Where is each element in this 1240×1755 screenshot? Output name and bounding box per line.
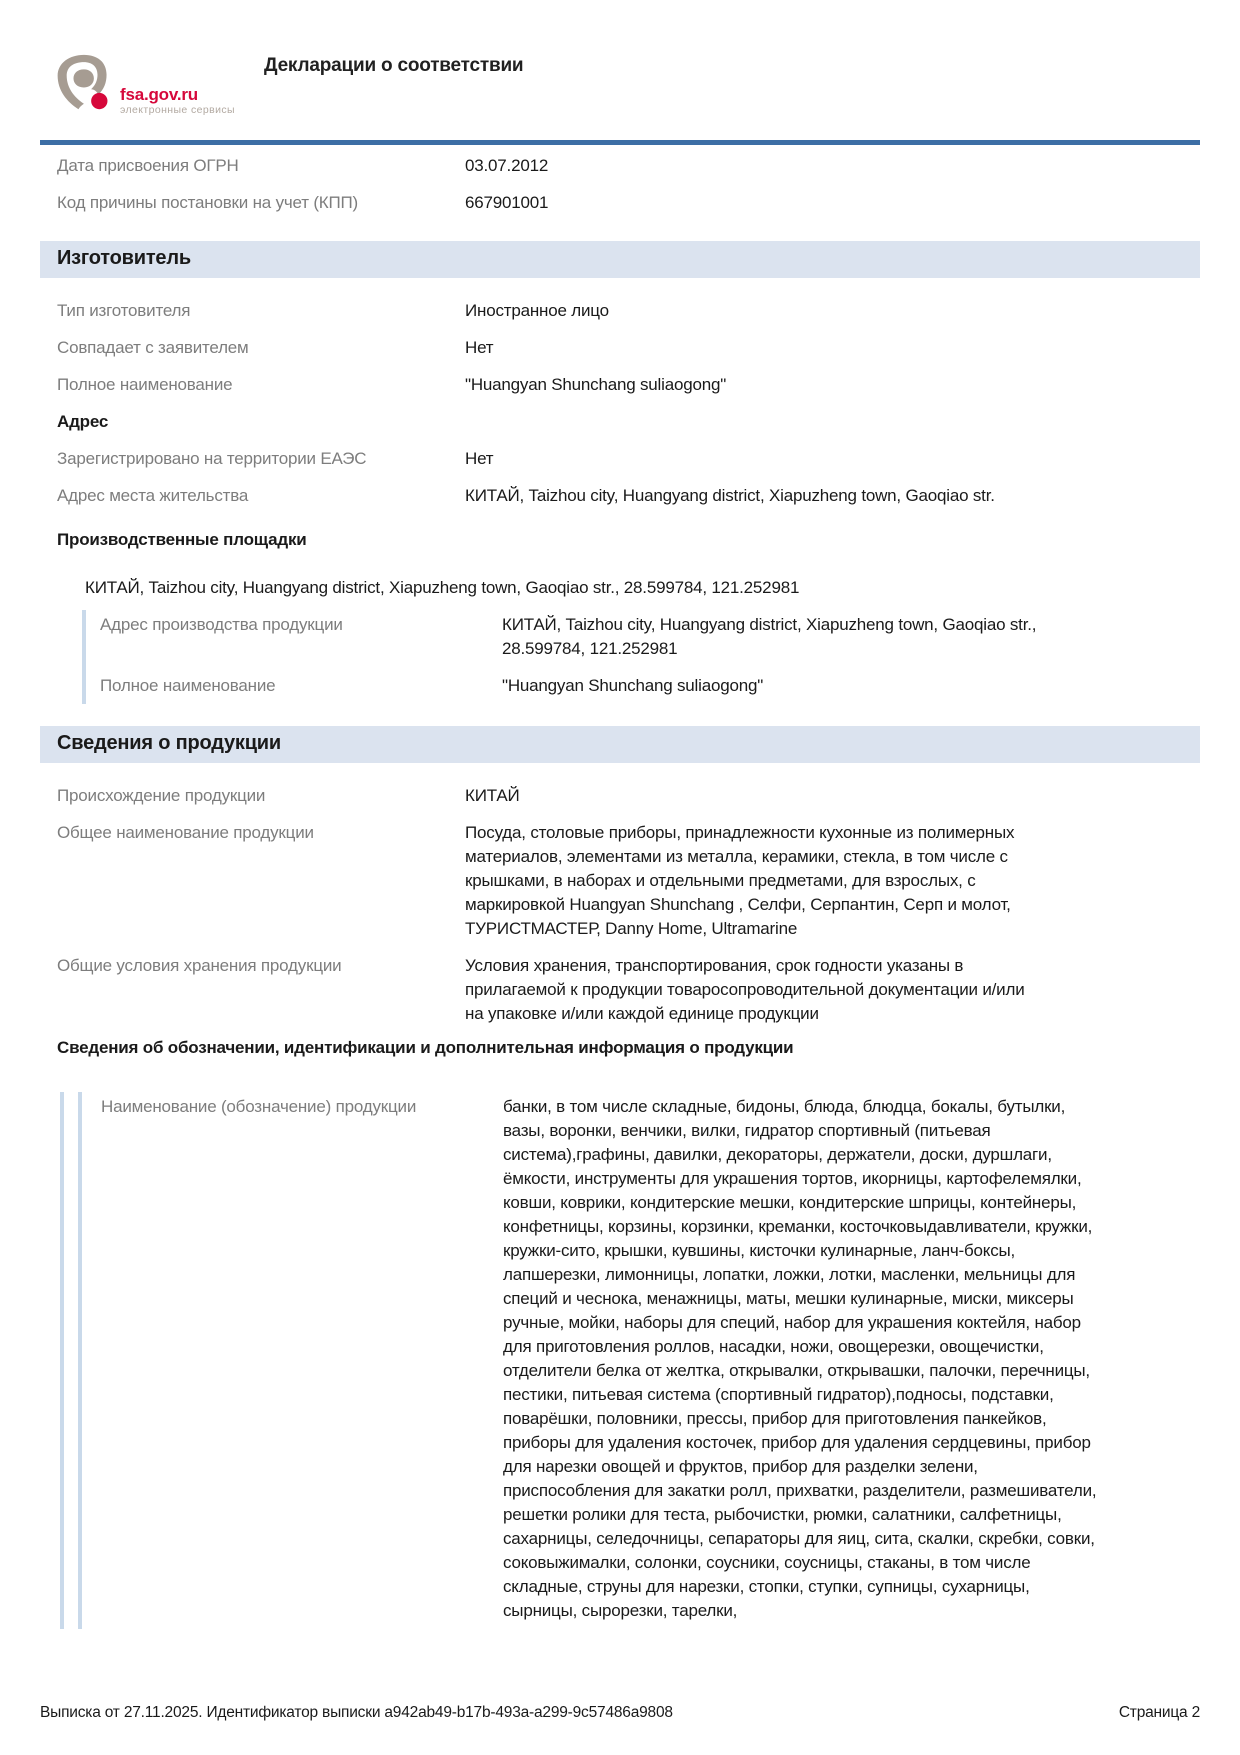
field-row-site-full-name [100,674,1200,698]
manufacturer-fields [57,287,1200,397]
product-fields [57,772,1200,1026]
field-row-storage-conditions [57,954,1200,1026]
footer-extract-id: Выписка от 27.11.2025. Идентификатор выписки a942ab49-b17b-493a-a299-9c57486a9808 [40,1704,673,1721]
field-value: КИТАЙ [465,786,520,805]
field-value: Нет [465,449,494,468]
field-row-full-name [57,373,1200,397]
fsa-logo-tagline: электронные сервисы [120,104,235,116]
fsa-logo-icon [54,52,112,119]
field-row-product-common-name [57,821,1200,941]
field-row-product-designation [101,1095,1200,1623]
subheading-address: Адрес [57,412,109,431]
field-label: Адрес места жительства [57,486,249,505]
field-value: КИТАЙ, Taizhou city, Huangyang district, Xiapuzheng town, Gaoqiao str., 28.599784, 121.252981 [502,615,1037,658]
field-row-kpp [57,191,1200,215]
field-value: 667901001 [465,193,549,212]
footer-page-number: Страница 2 [1118,1704,1200,1721]
field-value: КИТАЙ, Taizhou city, Huangyang district, Xiapuzheng town, Gaoqiao str. [465,486,995,505]
field-label: Тип изготовителя [57,301,191,320]
field-label: Дата присвоения ОГРН [57,156,239,175]
header-divider [40,140,1200,145]
document-header [40,0,1200,119]
subheading-identification-info: Сведения об обозначении, идентификации и дополнительная информация о продукции [57,1038,794,1057]
fsa-logo [54,52,244,119]
field-row-residence-address [57,484,1200,508]
field-label: Общие условия хранения продукции [57,956,342,975]
field-label: Адрес производства продукции [100,615,343,634]
field-row-product-origin [57,784,1200,808]
field-value: Нет [465,338,494,357]
field-label: Совпадает с заявителем [57,338,249,357]
field-value: "Huangyan Shunchang suliaogong" [502,676,764,695]
field-row-ogrn-date [57,154,1200,178]
manufacturer-address-fields [57,447,1200,508]
section-header-product: Сведения о продукции [40,726,1200,763]
field-label: Наименование (обозначение) продукции [101,1097,417,1116]
field-label: Общее наименование продукции [57,823,314,842]
field-value: "Huangyan Shunchang suliaogong" [465,375,727,394]
page-title: Декларации о соответствии [264,55,524,76]
subheading-production-sites: Производственные площадки [57,530,307,549]
page-footer [40,1701,1200,1725]
field-value: 03.07.2012 [465,156,549,175]
field-label: Зарегистрировано на территории ЕАЭС [57,449,367,468]
fsa-logo-text [120,86,235,117]
field-value: Иностранное лицо [465,301,609,320]
field-row-manufacturer-type [57,299,1200,323]
document-page [40,0,1200,1629]
field-value: Условия хранения, транспортирования, срок годности указаны в прилагаемой к продукции товаросопроводительной документации и/или на упаковке и/или каждой единице продукции [465,956,1025,1023]
production-site-block [82,610,1200,704]
fsa-logo-domain: fsa.gov.ru [120,85,198,104]
field-label: Полное наименование [57,375,233,394]
section-header-manufacturer: Изготовитель [40,241,1200,278]
top-fields [57,154,1200,215]
field-row-eaeu-registered [57,447,1200,471]
field-label: Код причины постановки на учет (КПП) [57,193,358,212]
field-value: Посуда, столовые приборы, принадлежности кухонные из полимерных материалов, элементами из металла, керамики, стекла, в том числе с крышками, в наборах и отдельными предметами, для взрослых, с маркировкой Huangyan Shunchang , Селфи, Серпантин, Серп и молот, ТУРИСТМАСТЕР, Danny Home, Ultramarine [465,823,1015,938]
identification-block-outer [60,1092,1200,1629]
identification-block [78,1092,1200,1629]
field-label: Происхождение продукции [57,786,266,805]
field-row-production-address [100,613,1200,661]
field-row-same-as-applicant [57,336,1200,360]
field-label: Полное наименование [100,676,276,695]
field-value: банки, в том числе складные, бидоны, блюда, блюдца, бокалы, бутылки, вазы, воронки, венчики, вилки, гидратор спортивный (питьевая система),графины, давилки, декораторы, держатели, доски, дуршлаги, ёмкости, инструменты для украшения тортов, икорницы, картофелемялки, ковши, коврики, кондитерские мешки, кондитерские шприцы, контейнеры, конфетницы, корзины, корзинки, креманки, косточковыдавливатели, кружки, кружки-сито, крышки, кувшины, кисточки кулинарные, ланч-боксы, лапшерезки, лимонницы, лопатки, ложки, лотки, масленки, мельницы для специй и чеснока, менажницы, маты, мешки кулинарные, миски, миксеры ручные, мойки, наборы для специй, набор для украшения коктейля, набор для приготовления роллов, насадки, ножи, овощерезки, овощечистки, отделители белка от желтка, открывалки, открывашки, палочки, перечницы, пестики, питьевая система (спортивный гидратор),подносы, подставки, поварёшки, половники, прессы, прибор для приготовления панкейков, приборы для удаления косточек, прибор для удаления сердцевины, прибор для нарезки овощей и фруктов, прибор для разделки зелени, приспособления для закатки ролл, прихватки, разделители, размешиватели, решетки ролики для теста, рыбочистки, рюмки, салатники, салфетницы, сахарницы, селедочницы, сепараторы для яиц, сита, скалки, скребки, совки, соковыжималки, солонки, соусники, соусницы, стаканы, в том числе складные, струны для нарезки, стопки, ступки, супницы, сухарницы, сырницы, сырорезки, тарелки, [503,1097,1097,1620]
production-site-summary: КИТАЙ, Taizhou city, Huangyang district, Xiapuzheng town, Gaoqiao str., 28.599784, 121.252981 [85,578,800,597]
